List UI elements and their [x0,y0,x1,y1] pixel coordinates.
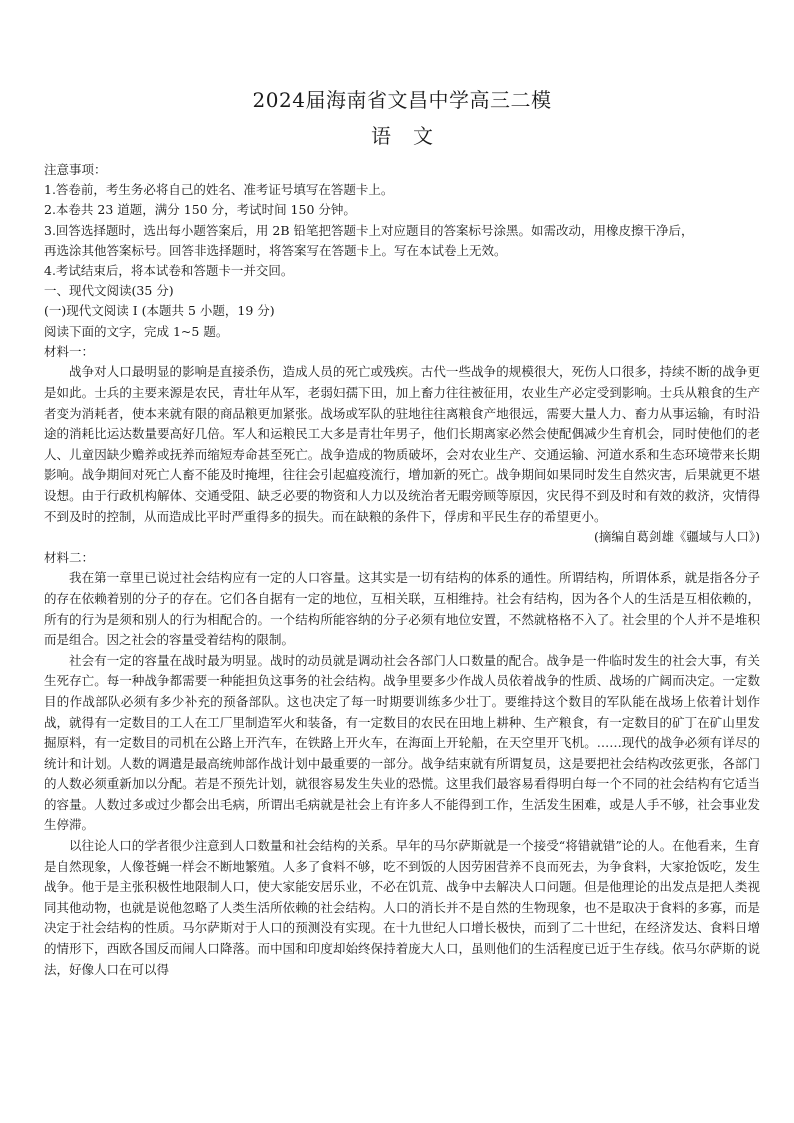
exam-title: 2024届海南省文昌中学高三二模 [252,88,552,112]
note-item-2: 2.本卷共 23 道题，满分 150 分，考试时间 150 分钟。 [44,202,356,218]
note-item-4: 4.考试结束后，将本试卷和答题卡一并交回。 [44,263,294,279]
note-item-3: 3.回答选择题时，选出每小题答案后，用 2B 铅笔把答题卡上对应题目的答案标号涂黑。如需改动，用橡皮擦干净后， [44,222,694,238]
material1-paragraph: 战争对人口最明显的影响是直接杀伤，造成人员的死亡或残疾。古代一些战争的规模很大，死伤人口很多，持续不断的战争更是如此。士兵的主要来源是农民，青壮年从军，老弱妇孺下田，加上畜力往往被征用，农业生产必定受到影响。士兵从粮食的生产者变为消耗者，使本来就有限的商品粮更加紧张。战场或军队的驻地往往离粮食产地很远，需要大量人力、畜力从事运输，有时沿途的消耗比运达数量要高好几倍。军人和运粮民工大多是青壮年男子，他们长期离家必然会使配偶减少生育机会，同时使他们的老人、儿童因缺少赡养或抚养而缩短寿命甚至死亡。战争造成的物质破坏，会对农业生产、交通运输、河道水系和生态环境带来长期影响。战争期间对死亡人畜不能及时掩埋，往往会引起瘟疫流行，增加新的死亡。战争期间如果同时发生自然灾害，后果就更不堪设想。由于行政机构解体、交通受阻、缺乏必要的物资和人力以及统治者无暇旁顾等原因，灾民得不到及时和有效的救济，灾情得不到及时的控制，从而造成比平时严重得多的损失。而在缺粮的条件下，俘虏和平民生存的希望更小。 [44,364,760,524]
section-heading: 一、现代文阅读(35 分) [44,283,174,299]
material1-label: 材料一： [44,343,95,359]
material1-source: (摘编自葛剑雄《疆域与人口》) [593,529,760,545]
material2-paragraph-1: 我在第一章里已说过社会结构应有一定的人口容量。这其实是一切有结构的体系的通性。所谓结构，所谓体系，就是指各分子的存在依赖着别的分子的存在。它们各自据有一定的地位，互相关联，互相维持。社会有结构，因为各个人的生活是互相依赖的，所有的行为是须和别人的行为相配合的。一个结构所能容纳的分子必须有地位安置，不然就格格不入了。社会里的个人并不是堆积而是组合。因之社会的容量受着结构的限制。 [44,570,760,648]
material2-paragraph-3: 以往论人口的学者很少注意到人口数量和社会结构的关系。早年的马尔萨斯就是一个接受“将错就错”论的人。在他看来，生育是自然现象，人像苍蝇一样会不断地繁殖。人多了食料不够，吃不到饭的人因劳困营养不良而死去，为争食料，大家抢饭吃，发生战争。他于是主张积极性地限制人口，使大家能安居乐业，不必在饥荒、战争中去解决人口问题。但是他理论的出发点是把人类视同其他动物，也就是说他忽略了人类生活所依赖的社会结构。人口的消长并不是自然的生物现象，也不是取决于食料的多寡，而是决定于社会结构的性质。马尔萨斯对于人口的预测没有实现。在十九世纪人口增长极快，而到了二十世纪，在经济发达、食料日增的情形下，西欧各国反而闹人口降落。而中国和印度却始终保持着庞大人口，虽则他们的生活程度已近于生存线。依马尔萨斯的说法，好像人口在可以得 [44,838,760,977]
section-instruction: 阅读下面的文字，完成 1~5 题。 [44,323,229,339]
exam-subject: 语文 [371,124,455,148]
section-subheading: (一)现代文阅读 I (本题共 5 小题，19 分) [44,303,275,319]
notes-heading: 注意事项： [44,162,107,177]
note-item-3-cont: 再选涂其他答案标号。回答非选择题时，将答案写在答题卡上。写在本试卷上无效。 [44,242,507,258]
material2-paragraph-2: 社会有一定的容量在战时最为明显。战时的动员就是调动社会各部门人口数量的配合。战争是一件临时发生的社会大事，有关生死存亡。每一种战争都需要一种能担负这事务的社会结构。战争里要多少作战人员依着战争的性质、战场的广阔而决定。一定数目的作战部队必须有多少补充的预备部队。这也决定了每一时期要训练多少壮丁。要维持这个数目的军队能在战场上依着计划作战，就得有一定数目的工人在工厂里制造军火和装备，有一定数目的农民在田地上耕种、生产粮食，有一定数目的矿丁在矿山里发掘原料，有一定数目的司机在公路上开汽车，在铁路上开火车，在海面上开轮船，在天空里开飞机。……现代的战争必须有详尽的统计和计划。人数的调遣是最高统帅部作战计划中最重要的一部分。战争结束就有所谓复员，这是要把社会结构改弦更张，各部门的人数必须重新加以分配。若是不预先计划，就很容易发生失业的恐慌。这里我们最容易看得明白每一个不同的社会结构有它适当的容量。人数过多或过少都会出毛病，所谓出毛病就是社会上有许多人不能得到工作，生活发生困难，或是人手不够，社会事业发生停滞。 [44,652,760,833]
exam-page [44,86,760,980]
note-item-1: 1.答卷前，考生务必将自己的姓名、准考证号填写在答题卡上。 [44,182,394,198]
material2-label: 材料二： [44,549,95,565]
